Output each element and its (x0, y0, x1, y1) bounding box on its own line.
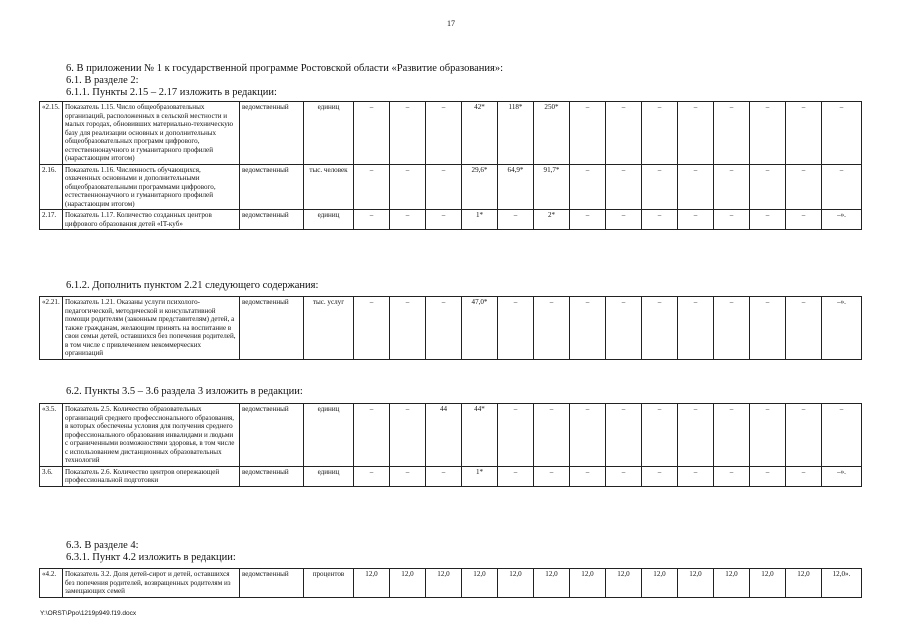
value-cell: – (786, 404, 822, 467)
indicator-table-2 (39, 296, 862, 360)
value-cell: – (390, 404, 426, 467)
value-cell: – (354, 466, 390, 486)
row-number-cell: 2.17. (40, 210, 63, 230)
value-cell: – (534, 404, 570, 467)
value-cell: – (678, 297, 714, 360)
value-cell: 12,0 (390, 569, 426, 598)
value-cell: 12,0 (678, 569, 714, 598)
indicator-name-cell: Показатель 1.21. Оказаны услуги психолого-педагогической, методической и консультативной помощи родителям (законным представителям) детей, а также гражданам, желающим принять на воспитание в свои семьи детей, оставшихся без попечения родителей, в том числе с привлечением некоммерческих организаций (63, 297, 240, 360)
value-cell: – (606, 164, 642, 210)
value-cell: 250* (534, 102, 570, 165)
heading-item-2-21: 6.1.2. Дополнить пунктом 2.21 следующего содержания: (66, 280, 319, 291)
value-cell: – (570, 102, 606, 165)
value-cell: – (750, 404, 786, 467)
file-path-footer: Y:\ORST\Ppo\1219p949.f19.docx (40, 610, 137, 617)
value-cell: – (606, 102, 642, 165)
indicator-type-cell: ведомственный (240, 404, 304, 467)
value-cell: – (390, 297, 426, 360)
value-cell: – (426, 297, 462, 360)
value-cell: –». (822, 466, 862, 486)
unit-cell: тыс. человек (304, 164, 354, 210)
value-cell: – (822, 404, 862, 467)
value-cell: 12,0 (786, 569, 822, 598)
value-cell: – (534, 466, 570, 486)
heading-section-2: 6.1. В разделе 2: (66, 75, 139, 86)
value-cell: – (786, 210, 822, 230)
indicator-type-cell: ведомственный (240, 102, 304, 165)
table-row (40, 466, 862, 486)
value-cell: – (498, 297, 534, 360)
value-cell: 12,0 (642, 569, 678, 598)
value-cell: – (822, 164, 862, 210)
indicator-type-cell: ведомственный (240, 466, 304, 486)
value-cell: – (354, 404, 390, 467)
indicator-table-1 (39, 101, 862, 230)
value-cell: 12,0 (714, 569, 750, 598)
value-cell: – (426, 102, 462, 165)
value-cell: – (678, 466, 714, 486)
table-row (40, 210, 862, 230)
value-cell: – (786, 466, 822, 486)
heading-item-4-2: 6.3.1. Пункт 4.2 изложить в редакции: (66, 552, 236, 563)
indicator-table-3 (39, 403, 862, 487)
value-cell: 29,6* (462, 164, 498, 210)
value-cell: – (426, 164, 462, 210)
unit-cell: единиц (304, 210, 354, 230)
value-cell: – (570, 210, 606, 230)
table-row (40, 404, 862, 467)
table-row (40, 297, 862, 360)
value-cell: 12,0 (426, 569, 462, 598)
value-cell: – (606, 404, 642, 467)
indicator-name-cell: Показатель 3.2. Доля детей-сирот и детей, оставшихся без попечения родителей, возвращенных родителям из замещающих семей (63, 569, 240, 598)
value-cell: – (498, 404, 534, 467)
value-cell: – (606, 210, 642, 230)
indicator-type-cell: ведомственный (240, 164, 304, 210)
value-cell: – (786, 102, 822, 165)
value-cell: 12,0 (498, 569, 534, 598)
table-row (40, 569, 862, 598)
value-cell: – (390, 210, 426, 230)
row-number-cell: «4.2. (40, 569, 63, 598)
value-cell: – (678, 164, 714, 210)
value-cell: – (750, 466, 786, 486)
value-cell: – (678, 210, 714, 230)
value-cell: 47,0* (462, 297, 498, 360)
value-cell: – (354, 102, 390, 165)
page-number: 17 (447, 19, 455, 28)
indicator-name-cell: Показатель 1.15. Число общеобразовательных организаций, расположенных в сельской местности и малых городах, обновивших материально-техническую базу для реализации основных и дополнительных общеобразовательных программ цифрового, естественнонаучного и гуманитарного профилей (нарастающим итогом) (63, 102, 240, 165)
heading-annex: 6. В приложении № 1 к государственной программе Ростовской области «Развитие образования»: (66, 63, 504, 74)
heading-section-4: 6.3. В разделе 4: (66, 540, 139, 551)
value-cell: 118* (498, 102, 534, 165)
value-cell: 44 (426, 404, 462, 467)
value-cell: 42* (462, 102, 498, 165)
value-cell: 64,9* (498, 164, 534, 210)
value-cell: – (426, 466, 462, 486)
value-cell: 2* (534, 210, 570, 230)
indicator-type-cell: ведомственный (240, 297, 304, 360)
value-cell: – (750, 164, 786, 210)
value-cell: – (714, 466, 750, 486)
value-cell: 12,0 (462, 569, 498, 598)
value-cell: 12,0 (570, 569, 606, 598)
value-cell: – (390, 102, 426, 165)
row-number-cell: «3.5. (40, 404, 63, 467)
value-cell: – (714, 210, 750, 230)
heading-items-2-15: 6.1.1. Пункты 2.15 – 2.17 изложить в редакции: (66, 87, 277, 98)
value-cell: – (570, 466, 606, 486)
value-cell: – (606, 466, 642, 486)
value-cell: – (390, 164, 426, 210)
value-cell: – (642, 466, 678, 486)
value-cell: 12,0 (534, 569, 570, 598)
value-cell: – (678, 404, 714, 467)
value-cell: – (714, 297, 750, 360)
value-cell: – (498, 210, 534, 230)
value-cell: – (678, 102, 714, 165)
unit-cell: единиц (304, 102, 354, 165)
value-cell: –». (822, 210, 862, 230)
value-cell: – (714, 404, 750, 467)
indicator-type-cell: ведомственный (240, 210, 304, 230)
indicator-name-cell: Показатель 2.5. Количество образовательных организаций среднего профессионального образования, в которых обеспечены условия для получения среднего профессионального образования инвалидами и людьми с ограниченными возможностями здоровья, в том числе с использованием дистанционных образовательных технологий (63, 404, 240, 467)
row-number-cell: 3.6. (40, 466, 63, 486)
indicator-type-cell: ведомственный (240, 569, 304, 598)
value-cell: 12,0 (606, 569, 642, 598)
value-cell: 12,0 (354, 569, 390, 598)
value-cell: – (606, 297, 642, 360)
value-cell: – (714, 164, 750, 210)
value-cell: – (714, 102, 750, 165)
unit-cell: тыс. услуг (304, 297, 354, 360)
unit-cell: единиц (304, 404, 354, 467)
value-cell: – (354, 297, 390, 360)
value-cell: – (786, 164, 822, 210)
value-cell: – (642, 404, 678, 467)
row-number-cell: «2.15. (40, 102, 63, 165)
value-cell: – (390, 466, 426, 486)
unit-cell: процентов (304, 569, 354, 598)
value-cell: – (534, 297, 570, 360)
value-cell: – (822, 102, 862, 165)
value-cell: 12,0 (750, 569, 786, 598)
value-cell: – (750, 210, 786, 230)
value-cell: 12,0». (822, 569, 862, 598)
value-cell: – (426, 210, 462, 230)
value-cell: – (354, 164, 390, 210)
table-row (40, 102, 862, 165)
unit-cell: единиц (304, 466, 354, 486)
value-cell: – (642, 297, 678, 360)
value-cell: 44* (462, 404, 498, 467)
value-cell: – (786, 297, 822, 360)
indicator-name-cell: Показатель 1.17. Количество созданных центров цифрового образования детей «IT-куб» (63, 210, 240, 230)
row-number-cell: 2.16. (40, 164, 63, 210)
value-cell: – (750, 297, 786, 360)
indicator-name-cell: Показатель 1.16. Численность обучающихся, охваченных основными и дополнительными общеобразовательными программами цифрового, естественнонаучного и гуманитарного профилей (нарастающим итогом) (63, 164, 240, 210)
value-cell: – (354, 210, 390, 230)
value-cell: 91,7* (534, 164, 570, 210)
value-cell: – (642, 102, 678, 165)
indicator-name-cell: Показатель 2.6. Количество центров опережающей профессиональной подготовки (63, 466, 240, 486)
row-number-cell: «2.21. (40, 297, 63, 360)
table-row (40, 164, 862, 210)
value-cell: – (498, 466, 534, 486)
value-cell: –». (822, 297, 862, 360)
value-cell: – (642, 164, 678, 210)
value-cell: – (750, 102, 786, 165)
heading-items-3-5: 6.2. Пункты 3.5 – 3.6 раздела 3 изложить в редакции: (66, 386, 303, 397)
value-cell: – (570, 297, 606, 360)
value-cell: – (570, 164, 606, 210)
indicator-table-4 (39, 568, 862, 598)
value-cell: – (642, 210, 678, 230)
value-cell: – (570, 404, 606, 467)
value-cell: 1* (462, 466, 498, 486)
value-cell: 1* (462, 210, 498, 230)
